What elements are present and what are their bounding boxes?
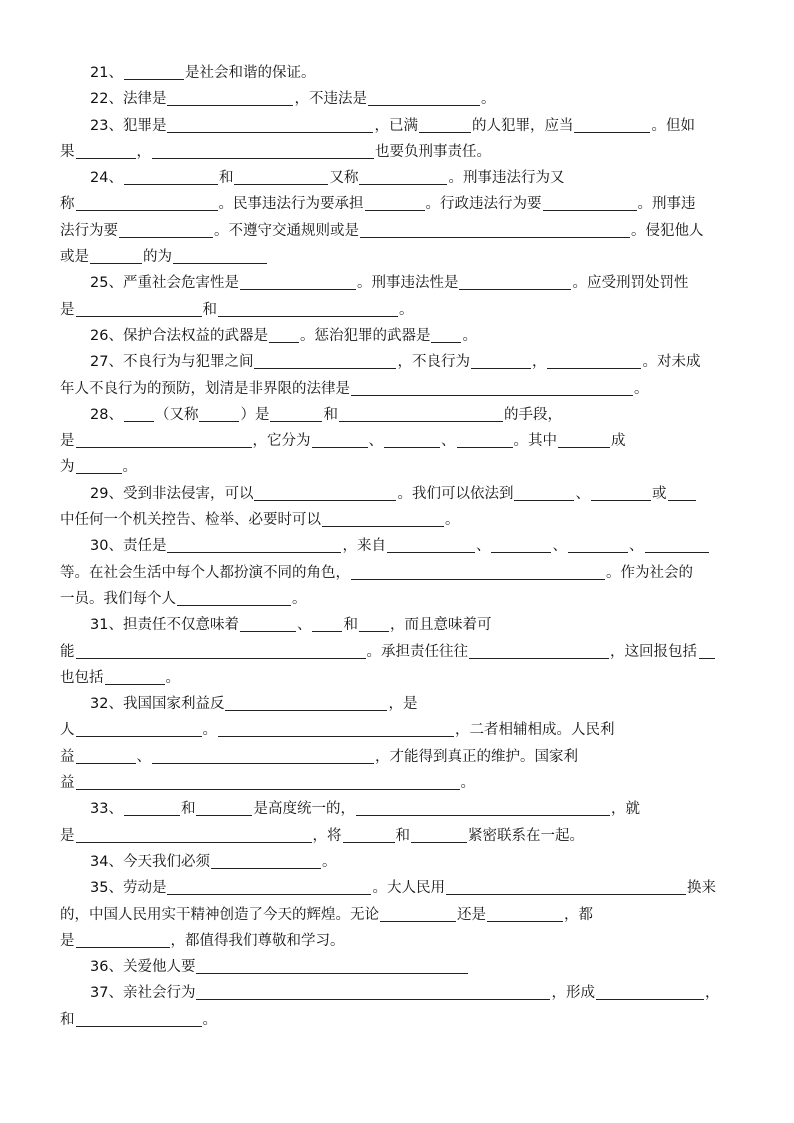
- question-text: 还是: [457, 906, 486, 923]
- question-text: ，不违法是: [294, 91, 367, 108]
- question-line: [60, 244, 734, 270]
- question-text: 。: [399, 301, 414, 318]
- question-text: 中任何一个机关控告、检举、必要时可以: [60, 512, 321, 529]
- question-text: 、: [441, 433, 456, 450]
- question-text: 。: [202, 722, 217, 739]
- question-line: [60, 454, 734, 480]
- answer-blank[interactable]: [574, 115, 650, 133]
- answer-blank[interactable]: [514, 483, 574, 501]
- answer-blank[interactable]: [270, 404, 322, 422]
- question-text: 和: [323, 406, 338, 423]
- question-text: 22、法律是: [90, 91, 167, 108]
- answer-blank[interactable]: [431, 325, 461, 343]
- question-text: ，是: [388, 696, 418, 713]
- answer-blank[interactable]: [322, 509, 444, 527]
- answer-blank[interactable]: [76, 299, 202, 317]
- answer-blank[interactable]: [240, 614, 296, 632]
- answer-blank[interactable]: [76, 772, 460, 790]
- question-text: 和: [218, 170, 234, 187]
- question-text: 。侵犯他人: [631, 222, 704, 239]
- question-text: 24、: [90, 170, 123, 187]
- answer-blank[interactable]: [359, 614, 389, 632]
- answer-blank[interactable]: [234, 167, 328, 185]
- answer-blank[interactable]: [196, 982, 550, 1000]
- answer-blank[interactable]: [76, 746, 136, 764]
- question-text: 。: [445, 512, 460, 529]
- question-line: [60, 270, 734, 296]
- question-text: 益: [60, 748, 75, 765]
- question-text: 32、我国国家利益反: [90, 696, 225, 713]
- question-line: [60, 507, 734, 533]
- question-text: 或: [651, 485, 667, 502]
- answer-blank[interactable]: [547, 351, 641, 369]
- question-text: 、: [136, 748, 151, 765]
- answer-blank[interactable]: [76, 1009, 202, 1027]
- question-text: 、: [475, 538, 491, 555]
- question-line: [60, 612, 734, 638]
- question-text: 、: [296, 617, 312, 634]
- question-text: 。民事违法行为要承担: [218, 196, 364, 213]
- answer-blank[interactable]: [105, 667, 165, 685]
- question-text: 是: [60, 301, 75, 318]
- question-text: ，: [704, 985, 720, 1002]
- question-text: 是高度统一的，: [253, 801, 355, 818]
- answer-blank[interactable]: [312, 614, 342, 632]
- answer-blank[interactable]: [76, 430, 252, 448]
- answer-blank[interactable]: [90, 246, 142, 264]
- answer-blank[interactable]: [124, 167, 218, 185]
- question-text: ，就: [610, 801, 640, 818]
- question-text: ，都: [564, 906, 593, 923]
- answer-blank[interactable]: [471, 351, 531, 369]
- answer-blank[interactable]: [339, 404, 503, 422]
- question-line: [60, 113, 734, 139]
- question-text: ，二者相辅相成。人民利: [455, 722, 615, 739]
- answer-blank[interactable]: [384, 430, 440, 448]
- question-text: 是: [60, 932, 75, 949]
- question-text: 等。在社会生活中每个人都扮演不同的角色，: [60, 564, 350, 581]
- question-text: 。其中: [513, 433, 557, 450]
- answer-blank[interactable]: [699, 641, 715, 659]
- question-text: 果: [60, 143, 75, 160]
- answer-blank[interactable]: [76, 193, 218, 211]
- question-text: 的人犯罪，应当: [471, 117, 574, 134]
- question-text: 能: [60, 643, 75, 660]
- question-text: 和: [395, 827, 410, 844]
- question-text: ，不良行为: [397, 354, 470, 371]
- question-text: 29、受到非法侵害，可以: [90, 485, 254, 502]
- question-text: 或是: [60, 249, 89, 266]
- answer-blank[interactable]: [225, 693, 387, 711]
- question-text: 。: [122, 459, 137, 476]
- question-text: 和: [202, 301, 217, 318]
- question-line: [60, 218, 734, 244]
- question-line: [60, 770, 734, 796]
- question-line: [60, 849, 734, 875]
- question-line: [60, 323, 734, 349]
- answer-blank[interactable]: [211, 851, 321, 869]
- answer-blank[interactable]: [411, 825, 467, 843]
- answer-blank[interactable]: [196, 798, 252, 816]
- question-text: 。: [460, 775, 475, 792]
- answer-blank[interactable]: [218, 719, 454, 737]
- answer-blank[interactable]: [124, 62, 184, 80]
- question-line: [60, 639, 734, 665]
- question-text: 。: [202, 1011, 217, 1028]
- question-text: 、: [628, 538, 644, 555]
- question-text: ，来自: [342, 538, 386, 555]
- question-text: 23、犯罪是: [90, 117, 167, 134]
- question-text: 。大人民用: [372, 880, 445, 897]
- question-line: [60, 139, 734, 165]
- question-line: [60, 954, 734, 980]
- question-text: 。但如: [651, 117, 695, 134]
- answer-blank[interactable]: [380, 904, 456, 922]
- question-text: 。刑事违法性是: [356, 275, 459, 292]
- answer-blank[interactable]: [368, 88, 480, 106]
- question-text: 。我们可以依法到: [397, 485, 514, 502]
- question-line: [60, 928, 734, 954]
- question-line: [60, 586, 734, 612]
- question-text: 。: [321, 853, 337, 870]
- question-line: [60, 560, 734, 586]
- question-text: 。刑事违法行为又: [448, 170, 565, 187]
- question-text: 、: [552, 538, 567, 555]
- question-text: 是: [60, 827, 75, 844]
- answer-blank[interactable]: [76, 641, 366, 659]
- answer-blank[interactable]: [76, 825, 312, 843]
- question-line: [60, 376, 734, 402]
- answer-blank[interactable]: [387, 535, 475, 553]
- question-text: 法行为要: [60, 222, 118, 239]
- question-line: [60, 402, 734, 428]
- question-text: 。对未成: [642, 354, 701, 371]
- answer-blank[interactable]: [177, 588, 291, 606]
- question-line: [60, 980, 734, 1006]
- question-text: 。不遵守交通规则或是: [214, 222, 359, 239]
- question-text: ）是: [240, 406, 270, 423]
- question-text: ，才能得到真正的维护。国家利: [375, 748, 578, 765]
- answer-blank[interactable]: [568, 535, 628, 553]
- question-text: 。承担责任往往: [366, 643, 468, 660]
- question-text: 。惩治犯罪的武器是: [299, 327, 431, 344]
- question-text: 。: [462, 327, 477, 344]
- question-line: [60, 428, 734, 454]
- answer-blank[interactable]: [124, 404, 154, 422]
- question-text: 25、严重社会危害性是: [90, 275, 239, 292]
- answer-blank[interactable]: [312, 430, 368, 448]
- question-text: ，: [531, 354, 547, 371]
- answer-blank[interactable]: [469, 641, 609, 659]
- question-line: [60, 86, 734, 112]
- question-text: 的，中国人民用实干精神创造了今天的辉煌。无论: [60, 906, 379, 923]
- answer-blank[interactable]: [558, 430, 610, 448]
- question-text: 也包括: [60, 669, 104, 686]
- question-text: 31、担责任不仅意味着: [90, 617, 239, 634]
- question-text: ，它分为: [252, 433, 311, 450]
- answer-blank[interactable]: [269, 325, 299, 343]
- question-text: 的为: [143, 249, 172, 266]
- question-text: ，将: [312, 827, 342, 844]
- question-text: 21、: [90, 65, 123, 81]
- question-line: [60, 1007, 734, 1033]
- question-text: 。行政违法行为要: [425, 196, 542, 213]
- question-line: [60, 349, 734, 375]
- answer-blank[interactable]: [124, 798, 180, 816]
- question-line: [60, 191, 734, 217]
- question-text: （又称: [154, 406, 199, 423]
- question-text: 和: [180, 801, 196, 818]
- question-text: 35、劳动是: [90, 880, 167, 897]
- answer-blank[interactable]: [360, 220, 630, 238]
- answer-blank[interactable]: [167, 877, 371, 895]
- question-text: 26、保护合法权益的武器是: [90, 327, 268, 344]
- answer-blank[interactable]: [356, 798, 610, 816]
- question-line: [60, 533, 734, 559]
- question-line: [60, 902, 734, 928]
- question-text: 30、责任是: [90, 538, 167, 555]
- answer-blank[interactable]: [240, 272, 356, 290]
- answer-blank[interactable]: [359, 167, 447, 185]
- question-text: 。应受刑罚处罚性: [572, 275, 689, 292]
- question-text: 人: [60, 722, 75, 739]
- question-text: ，: [136, 143, 151, 160]
- question-text: 也要负刑事责任。: [375, 143, 491, 160]
- answer-blank[interactable]: [76, 930, 170, 948]
- question-line: [60, 875, 734, 901]
- answer-blank[interactable]: [218, 299, 398, 317]
- answer-blank[interactable]: [167, 115, 373, 133]
- answer-blank[interactable]: [459, 272, 571, 290]
- question-text: 。: [634, 380, 649, 397]
- question-text: 。: [480, 91, 496, 108]
- question-text: 、: [575, 485, 590, 502]
- question-text: 。作为社会的: [606, 564, 693, 581]
- answer-blank[interactable]: [343, 825, 395, 843]
- question-line: [60, 481, 734, 507]
- question-line: [60, 60, 734, 86]
- answer-blank[interactable]: [199, 404, 239, 422]
- answer-blank[interactable]: [457, 430, 513, 448]
- question-text: 36、关爱他人要: [90, 959, 196, 976]
- answer-blank[interactable]: [645, 535, 709, 553]
- question-text: 33、: [90, 801, 123, 818]
- question-text: 、: [368, 433, 383, 450]
- question-line: [60, 665, 734, 691]
- answer-blank[interactable]: [351, 378, 633, 396]
- answer-blank[interactable]: [173, 246, 267, 264]
- answer-blank[interactable]: [76, 456, 122, 474]
- question-text: 和: [343, 617, 358, 634]
- question-text: 称: [60, 196, 75, 213]
- answer-blank[interactable]: [487, 904, 563, 922]
- answer-blank[interactable]: [543, 193, 637, 211]
- question-text: 。: [292, 590, 307, 607]
- question-text: 益: [60, 775, 75, 792]
- question-text: 一员。我们每个人: [60, 590, 176, 607]
- question-text: ，这回报包括: [610, 643, 697, 660]
- question-text: ，形成: [551, 985, 595, 1002]
- answer-blank[interactable]: [491, 535, 551, 553]
- answer-blank[interactable]: [351, 562, 605, 580]
- question-text: ，已满: [374, 117, 418, 134]
- worksheet-page: [60, 60, 734, 1033]
- question-text: 是社会和谐的保证。: [184, 65, 316, 81]
- answer-blank[interactable]: [365, 193, 425, 211]
- answer-blank[interactable]: [119, 220, 213, 238]
- question-line: [60, 691, 734, 717]
- answer-blank[interactable]: [152, 746, 374, 764]
- question-line: [60, 823, 734, 849]
- answer-blank[interactable]: [254, 351, 396, 369]
- answer-blank[interactable]: [167, 535, 341, 553]
- question-line: [60, 297, 734, 323]
- answer-blank[interactable]: [591, 483, 651, 501]
- question-text: 的手段，: [503, 406, 562, 423]
- answer-blank[interactable]: [446, 877, 686, 895]
- answer-blank[interactable]: [76, 719, 202, 737]
- question-text: 。: [165, 669, 180, 686]
- answer-blank[interactable]: [254, 483, 396, 501]
- question-text: 紧密联系在一起。: [468, 827, 584, 844]
- question-text: ，都值得我们尊敬和学习。: [170, 932, 345, 949]
- answer-blank[interactable]: [167, 88, 293, 106]
- question-line: [60, 744, 734, 770]
- question-text: 是: [60, 433, 75, 450]
- answer-blank[interactable]: [596, 982, 704, 1000]
- question-text: 34、今天我们必须: [90, 853, 210, 870]
- question-text: ，而且意味着可: [389, 617, 492, 634]
- question-text: 换来: [686, 880, 716, 897]
- answer-blank[interactable]: [668, 483, 696, 501]
- question-text: 成: [611, 433, 626, 450]
- question-text: 28、: [90, 406, 123, 423]
- answer-blank[interactable]: [196, 956, 468, 974]
- question-line: [60, 165, 734, 191]
- question-line: [60, 796, 734, 822]
- question-text: 为: [60, 459, 75, 476]
- answer-blank[interactable]: [152, 141, 374, 159]
- question-text: 又称: [329, 170, 359, 187]
- question-text: 27、不良行为与犯罪之间: [90, 354, 254, 371]
- question-text: 年人不良行为的预防，划清是非界限的法律是: [60, 380, 350, 397]
- answer-blank[interactable]: [419, 115, 471, 133]
- question-text: 。刑事违: [637, 196, 696, 213]
- question-line: [60, 717, 734, 743]
- answer-blank[interactable]: [76, 141, 136, 159]
- question-text: 和: [60, 1011, 75, 1028]
- question-text: 37、亲社会行为: [90, 985, 196, 1002]
